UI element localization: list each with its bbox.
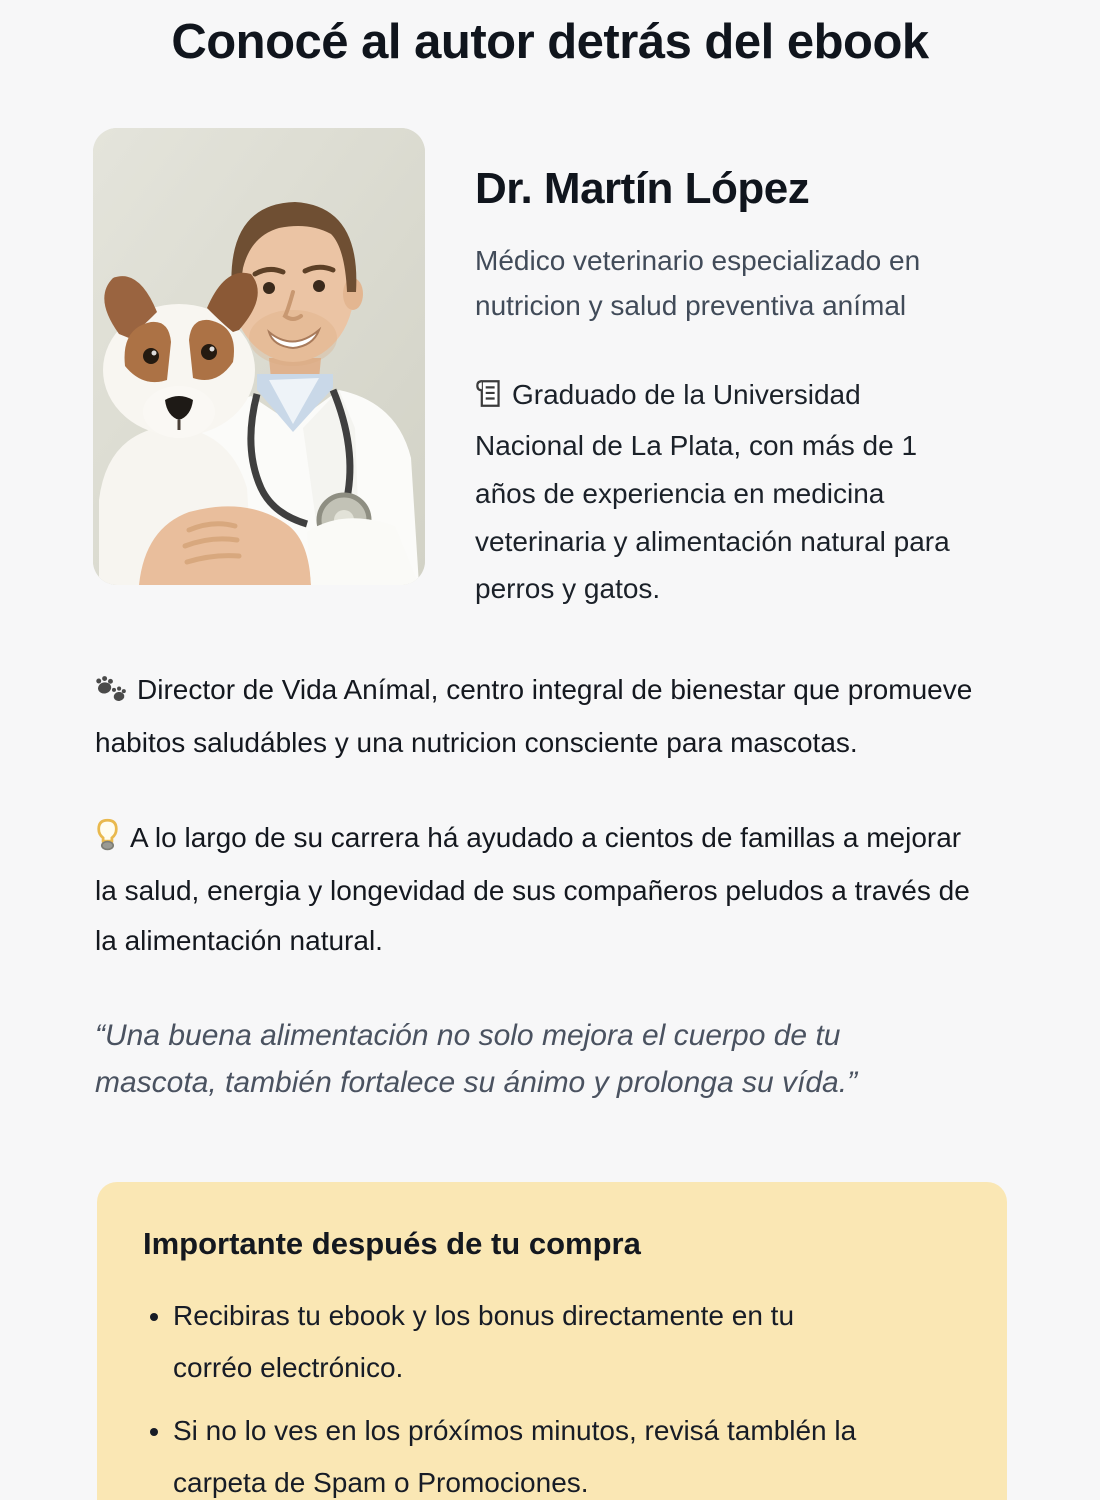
vet-with-dog-illustration: [93, 128, 425, 585]
author-role-text: Director de Vida Anímal, centro integral de bienestar que promueve habitos saludábles y una nutricion consciente para mascotas.: [95, 673, 973, 758]
paw-prints-icon: [95, 669, 127, 718]
scroll-icon: [475, 375, 502, 423]
notice-list: [143, 1290, 937, 1500]
author-name: Dr. Martín López: [475, 164, 810, 213]
author-career-paragraph: [95, 813, 990, 965]
author-quote: “Una buena alimentación no solo mejora el cuerpo de tu mascota, también fortalece su ánimo y prolonga su vída.”: [95, 1019, 858, 1099]
page-title: Conocé al autor detrás del ebook: [171, 15, 929, 69]
author-section: [93, 128, 1010, 613]
notice-item: • Recibiras tu ebook y los bonus directamente en tu corréo electrónico.: [173, 1290, 873, 1393]
purchase-notice-box: [97, 1182, 1007, 1500]
author-education-text: Graduado de la Universidad Nacional de La Plata, con más de 1 años de experiencia en medicina veterinaria y alimentación natural para perros y gatos.: [475, 378, 950, 605]
author-role-paragraph: [95, 665, 995, 768]
notice-item: • Si no lo ves en los próxímos minutos, revisá tamblén la carpeta de Spam o Promociones.: [173, 1405, 873, 1500]
author-education-paragraph: [475, 371, 953, 613]
author-info: [475, 128, 1010, 613]
author-career-text: A lo largo de su carrera há ayudado a cientos de famillas a mejorar la salud, energia y longevidad de sus compañeros peludos a través de la alimentación natural.: [95, 822, 970, 956]
author-photo: [93, 128, 425, 585]
author-subtitle: Médico veterinario especializado en nutricion y salud preventiva anímal: [475, 245, 921, 322]
lightbulb-icon: [95, 817, 120, 866]
notice-title: Importante después de tu compra: [143, 1226, 641, 1262]
